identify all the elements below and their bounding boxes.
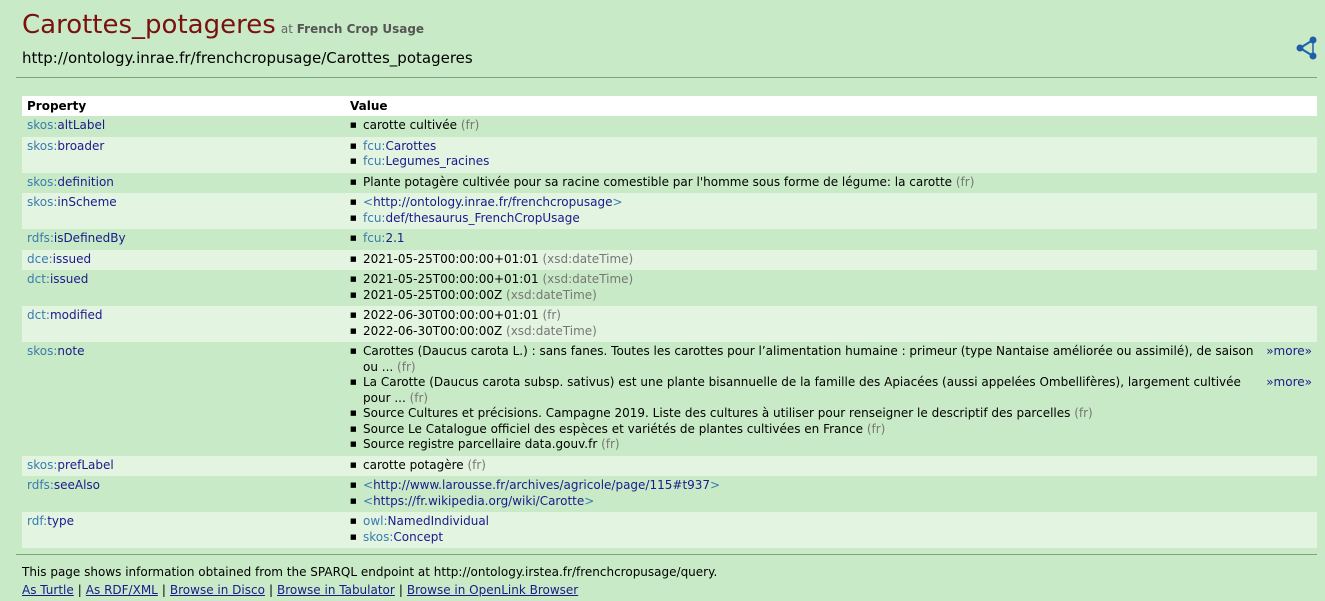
value-datatype: (xsd:dateTime) <box>506 323 597 338</box>
value-prefix: owl: <box>363 514 388 528</box>
value-text: 2021-05-25T00:00:00Z <box>363 287 503 302</box>
value-list <box>350 139 1312 170</box>
value-link[interactable] <box>363 139 436 153</box>
value-prefix: fcu: <box>363 154 386 168</box>
value-datatype: (fr) <box>866 421 886 436</box>
value-item <box>350 422 1312 438</box>
value-name: NamedIndividual <box>387 514 490 528</box>
table-row <box>22 456 1317 477</box>
property-table <box>22 96 1317 548</box>
value-item <box>350 288 1312 304</box>
value-item <box>350 478 1312 494</box>
value-text: Source Le Catalogue officiel des espèces et variétés de plantes cultivées en France <box>363 421 863 436</box>
value-link[interactable] <box>363 211 580 225</box>
table-row <box>22 342 1317 456</box>
value-item <box>350 308 1312 324</box>
property-name: modified <box>49 308 103 322</box>
value-link[interactable] <box>363 530 443 544</box>
property-prefix: dce: <box>27 251 53 266</box>
value-text: 2021-05-25T00:00:00+01:01 <box>363 251 539 266</box>
value-item <box>350 175 1312 191</box>
property-name: note <box>57 344 85 358</box>
value-cell <box>345 456 1317 477</box>
value-cell <box>345 476 1317 512</box>
property-link[interactable] <box>27 231 126 245</box>
table-row <box>22 250 1317 271</box>
value-name: Carottes <box>385 138 437 153</box>
resource-uri: http://ontology.inrae.fr/frenchcropusage/Carottes_potageres <box>22 49 473 67</box>
value-list <box>350 118 1312 134</box>
value-list <box>350 478 1312 509</box>
property-cell <box>22 116 345 137</box>
browse-disco-link[interactable]: Browse in Disco <box>169 583 265 597</box>
value-list <box>350 308 1312 339</box>
property-prefix: skos: <box>27 195 58 209</box>
more-link[interactable]: ■ »more» <box>1266 344 1312 358</box>
value-datatype: (fr) <box>1074 406 1093 420</box>
property-cell <box>22 229 345 250</box>
separator: | <box>268 583 273 597</box>
value-prefix: < <box>363 478 374 492</box>
property-prefix: dct: <box>27 308 50 322</box>
property-name: issued <box>49 272 89 286</box>
value-text: 2022-06-30T00:00:00Z <box>363 323 503 338</box>
column-header-value: Value <box>345 96 1317 116</box>
footer-links <box>22 581 717 599</box>
table-row <box>22 306 1317 342</box>
property-name: broader <box>57 138 105 153</box>
table-row <box>22 173 1317 194</box>
value-prefix: fcu: <box>363 138 386 153</box>
property-link[interactable] <box>27 478 100 492</box>
value-name: def/thesaurus_FrenchCropUsage <box>385 210 580 225</box>
property-cell <box>22 512 345 548</box>
value-item <box>350 324 1312 340</box>
value-suffix: > <box>612 195 623 209</box>
value-item <box>350 118 1312 134</box>
property-prefix: skos: <box>27 118 58 132</box>
value-link[interactable] <box>363 478 720 492</box>
separator: | <box>398 583 403 597</box>
property-cell <box>22 306 345 342</box>
value-text: La Carotte (Daucus carota subsp. sativus) est une plante bisannuelle de la famille des Apiacées (aussi appelées Ombellifères), largement cultivée pour ... <box>363 375 1241 405</box>
value-name: http://www.larousse.fr/archives/agricole/page/115#t937 <box>373 478 711 492</box>
dataset-name[interactable]: French Crop Usage <box>296 22 425 36</box>
value-item <box>350 344 1312 375</box>
property-cell <box>22 250 345 271</box>
value-text: 2022-06-30T00:00:00+01:01 <box>363 308 539 322</box>
browse-tabulator-link[interactable]: Browse in Tabulator <box>276 583 395 597</box>
value-list <box>350 514 1312 545</box>
table-header-row <box>22 96 1317 116</box>
value-datatype: (fr) <box>601 437 620 451</box>
property-cell <box>22 173 345 194</box>
value-cell <box>345 342 1317 456</box>
value-item <box>350 272 1312 288</box>
property-link[interactable] <box>27 458 114 472</box>
value-list <box>350 344 1312 453</box>
property-name: altLabel <box>57 118 106 132</box>
property-cell <box>22 476 345 512</box>
column-header-property: Property <box>22 96 345 116</box>
property-prefix: skos: <box>27 138 58 153</box>
property-prefix: dct: <box>27 272 50 286</box>
property-link[interactable] <box>27 118 105 132</box>
value-name: http://ontology.inrae.fr/frenchcropusage <box>373 195 613 209</box>
property-name: prefLabel <box>57 457 114 472</box>
property-name: type <box>47 514 74 528</box>
footer-divider <box>16 554 1317 555</box>
value-cell <box>345 173 1317 194</box>
value-cell <box>345 250 1317 271</box>
property-cell <box>22 193 345 229</box>
value-item <box>350 231 1312 247</box>
value-suffix: > <box>710 478 721 492</box>
header-divider <box>16 77 1317 78</box>
value-link[interactable] <box>363 231 405 245</box>
table-row <box>22 229 1317 250</box>
property-link[interactable] <box>27 344 84 358</box>
property-cell <box>22 270 345 306</box>
footer-info: This page shows information obtained from the SPARQL endpoint at http://ontology.irstea.fr/frenchcropusage/query. <box>22 565 718 579</box>
value-datatype: (xsd:dateTime) <box>506 287 597 302</box>
value-item <box>350 252 1312 268</box>
property-link[interactable] <box>27 252 91 266</box>
value-name: Concept <box>393 529 444 544</box>
value-datatype: (fr) <box>955 174 975 189</box>
value-text: carotte potagère <box>363 457 464 472</box>
value-cell <box>345 270 1317 306</box>
value-list <box>350 175 1312 191</box>
value-text: 2021-05-25T00:00:00+01:01 <box>363 272 539 286</box>
value-link[interactable] <box>363 514 489 528</box>
value-prefix: < <box>363 493 374 508</box>
more-link[interactable]: ■ »more» <box>1266 375 1312 389</box>
value-cell <box>345 229 1317 250</box>
value-list <box>350 195 1312 226</box>
value-list <box>350 252 1312 268</box>
property-name: isDefinedBy <box>53 231 126 245</box>
browse-openlink-link[interactable]: Browse in OpenLink Browser <box>406 583 579 597</box>
value-datatype: (fr) <box>397 359 416 374</box>
value-name: https://fr.wikipedia.org/wiki/Carotte <box>373 493 585 508</box>
value-cell <box>345 306 1317 342</box>
property-name: inScheme <box>57 195 117 209</box>
property-prefix: skos: <box>27 174 58 189</box>
value-prefix: skos: <box>363 529 394 544</box>
value-name: 2.1 <box>385 231 405 245</box>
value-item <box>350 437 1312 453</box>
value-text: carotte cultivée <box>363 118 458 132</box>
value-list <box>350 231 1312 247</box>
value-link[interactable] <box>363 154 489 168</box>
property-prefix: rdfs: <box>27 231 54 245</box>
property-cell <box>22 342 345 456</box>
value-item <box>350 458 1312 474</box>
table-row <box>22 476 1317 512</box>
table-row <box>22 270 1317 306</box>
table-row <box>22 137 1317 173</box>
value-item <box>350 139 1312 155</box>
value-item <box>350 375 1312 406</box>
value-datatype: (fr) <box>542 308 561 322</box>
value-cell <box>345 193 1317 229</box>
table-row <box>22 512 1317 548</box>
value-suffix: > <box>584 493 595 508</box>
footer <box>22 563 717 599</box>
value-text: Carottes (Daucus carota L.) : sans fanes. Toutes les carottes pour l’alimentation humaine : primeur (type Nantaise améliorée ou assimilé), de saison ou ... <box>363 344 1254 374</box>
value-link[interactable] <box>363 195 623 209</box>
property-name: definition <box>57 174 114 189</box>
property-prefix: skos: <box>27 457 58 472</box>
value-datatype: (xsd:dateTime) <box>542 251 634 266</box>
table-row <box>22 193 1317 229</box>
property-link[interactable] <box>27 195 117 209</box>
value-name: Legumes_racines <box>385 154 490 168</box>
dataset-label <box>281 22 424 36</box>
property-link[interactable] <box>27 272 88 286</box>
share-icon[interactable] <box>1295 36 1319 60</box>
table-body <box>22 116 1317 548</box>
separator: | <box>161 583 166 597</box>
property-link[interactable] <box>27 139 104 153</box>
property-cell <box>22 456 345 477</box>
value-item <box>350 406 1312 422</box>
value-item <box>350 195 1312 211</box>
as-rdfxml-link[interactable]: As RDF/XML <box>85 583 158 597</box>
value-datatype: (fr) <box>460 118 480 132</box>
value-item <box>350 154 1312 170</box>
value-list <box>350 272 1312 303</box>
value-link[interactable] <box>363 494 594 508</box>
table-row <box>22 116 1317 137</box>
value-datatype: (fr) <box>467 457 486 472</box>
property-link[interactable] <box>27 514 74 528</box>
property-cell <box>22 137 345 173</box>
value-item <box>350 514 1312 530</box>
header <box>22 8 1317 68</box>
at-text: at <box>280 22 293 36</box>
property-link[interactable] <box>27 175 114 189</box>
value-prefix: fcu: <box>363 231 386 245</box>
value-list <box>350 458 1312 474</box>
value-cell <box>345 137 1317 173</box>
value-cell <box>345 512 1317 548</box>
property-name: seeAlso <box>53 478 101 492</box>
separator: | <box>77 583 82 597</box>
value-prefix: fcu: <box>363 210 386 225</box>
as-turtle-link[interactable]: As Turtle <box>22 583 74 597</box>
property-prefix: skos: <box>27 344 58 358</box>
value-item <box>350 530 1312 546</box>
value-item <box>350 211 1312 227</box>
property-name: issued <box>52 251 92 266</box>
value-prefix: < <box>363 195 374 209</box>
value-item <box>350 494 1312 510</box>
value-text: Plante potagère cultivée pour sa racine comestible par l'homme sous forme de légume: la carotte <box>363 174 953 189</box>
property-link[interactable] <box>27 308 103 322</box>
page-title: Carottes_potageres <box>22 10 276 40</box>
property-prefix: rdfs: <box>27 478 54 492</box>
value-cell <box>345 116 1317 137</box>
value-text: Source Cultures et précisions. Campagne 2019. Liste des cultures à utiliser pour renseigner le descriptif des parcelles <box>363 406 1071 420</box>
value-datatype: (fr) <box>409 390 429 405</box>
property-prefix: rdf: <box>27 514 48 528</box>
value-datatype: (xsd:dateTime) <box>542 272 634 286</box>
value-text: Source registre parcellaire data.gouv.fr <box>363 437 598 451</box>
title-line <box>22 8 1317 42</box>
